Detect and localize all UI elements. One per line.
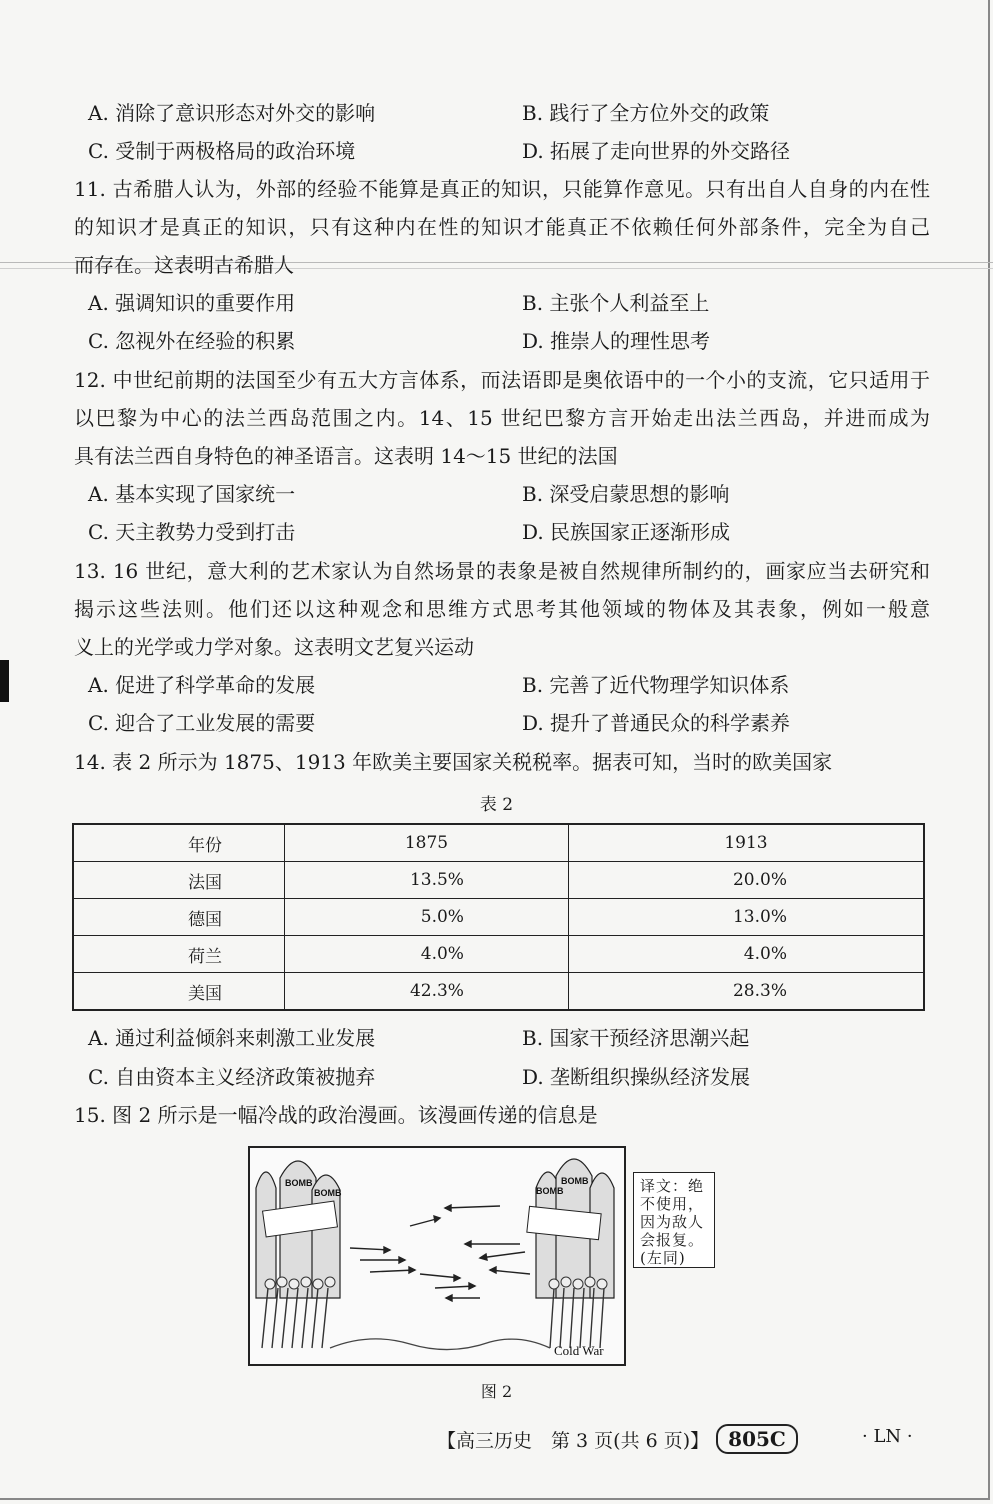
q14-option-c: C. 自由资本主义经济政策被抛弃: [88, 1065, 376, 1089]
q10-option-d: D. 拓展了走向世界的外交路径: [522, 139, 791, 163]
table-cell: 德国: [73, 899, 285, 936]
table-header-row: [73, 824, 924, 862]
table-cell: 20.0%: [568, 862, 924, 899]
bomb-label: BOMB: [561, 1176, 589, 1186]
table-header-cell: 年份: [73, 824, 285, 862]
q12-stem-line-1: 12. 中世纪前期的法国至少有五大方言体系，而法语即是奥依语中的一个小的支流，它只适用于: [74, 368, 930, 392]
q10-option-c: C. 受制于两极格局的政治环境: [88, 139, 356, 163]
cold-war-cartoon: [248, 1146, 626, 1366]
q14-option-a: A. 通过利益倾斜来刺激工业发展: [88, 1026, 376, 1050]
q14-option-b: B. 国家干预经济思潮兴起: [522, 1026, 750, 1050]
q11-stem-line-3: 而存在。这表明古希腊人: [74, 253, 294, 277]
q11-stem-line-1: 11. 古希腊人认为，外部的经验不能算是真正的知识，只能算作意见。只有出自人自身的内在性: [74, 177, 930, 201]
table-cell: 5.0%: [285, 899, 569, 936]
table-header-cell: 1875: [285, 824, 569, 862]
q12-option-b: B. 深受启蒙思想的影响: [522, 482, 730, 506]
q12-option-a: A. 基本实现了国家统一: [88, 482, 296, 506]
bomb-label: BOMB: [285, 1178, 313, 1188]
q12-option-c: C. 天主教势力受到打击: [88, 520, 296, 544]
q11-option-c: C. 忽视外在经验的积累: [88, 329, 296, 353]
page-footer: [0, 1426, 993, 1452]
table-cell: 4.0%: [568, 936, 924, 973]
table-row: [73, 862, 924, 899]
q14-stem-line-1: 14. 表 2 所示为 1875、1913 年欧美主要国家关税税率。据表可知，当时的欧美国家: [74, 750, 833, 774]
figure-caption: 图 2: [480, 1382, 513, 1401]
q12-option-d: D. 民族国家正逐渐形成: [522, 520, 731, 544]
q14-option-d: D. 垄断组织操纵经济发展: [522, 1065, 751, 1089]
translation-note: 译文：绝不使用，因为敌人会报复。(左同): [633, 1172, 715, 1268]
paper-code: 805C: [716, 1424, 798, 1454]
bomb-label: BOMB: [314, 1188, 342, 1198]
q11-option-b: B. 主张个人利益至上: [522, 291, 710, 315]
q13-option-b: B. 完善了近代物理学知识体系: [522, 673, 790, 697]
table-cell: 13.5%: [285, 862, 569, 899]
table-header-cell: 1913: [568, 824, 924, 862]
table-cell: 4.0%: [285, 936, 569, 973]
table-cell: 28.3%: [568, 973, 924, 1011]
q13-option-a: A. 促进了科学革命的发展: [88, 673, 316, 697]
table-cell: 13.0%: [568, 899, 924, 936]
q11-option-d: D. 推崇人的理性思考: [522, 329, 711, 353]
table-row: [73, 899, 924, 936]
q13-stem-line-1: 13. 16 世纪，意大利的艺术家认为自然场景的表象是被自然规律所制约的，画家应当去研究和: [74, 559, 930, 583]
table-cell: 美国: [73, 973, 285, 1011]
scan-edge-mark: [0, 660, 9, 702]
q11-stem-line-2: 的知识才是真正的知识，只有这种内在性的知识才能真正不依赖任何外部条件，完全为自己: [74, 215, 930, 239]
cartoon-title: Cold War: [554, 1343, 604, 1358]
q11-option-a: A. 强调知识的重要作用: [88, 291, 296, 315]
q13-stem-line-3: 义上的光学或力学对象。这表明文艺复兴运动: [74, 635, 474, 659]
q13-option-c: C. 迎合了工业发展的需要: [88, 711, 316, 735]
q12-stem-line-3: 具有法兰西自身特色的神圣语言。这表明 14～15 世纪的法国: [74, 444, 618, 468]
table-cell: 42.3%: [285, 973, 569, 1011]
cartoon-drawing: [250, 1148, 624, 1364]
page-info: 【高三历史 第 3 页(共 6 页)】: [437, 1430, 710, 1452]
q10-option-b: B. 践行了全方位外交的政策: [522, 101, 770, 125]
q15-stem-line-1: 15. 图 2 所示是一幅冷战的政治漫画。该漫画传递的信息是: [74, 1103, 598, 1127]
table-cell: 法国: [73, 862, 285, 899]
table-cell: 荷兰: [73, 936, 285, 973]
table-row: [73, 936, 924, 973]
bomb-label: BOMB: [536, 1186, 564, 1196]
table-caption: 表 2: [479, 795, 514, 815]
region-mark: · LN ·: [862, 1426, 913, 1447]
table-row: [73, 973, 924, 1011]
tariff-table: [72, 823, 925, 1011]
q13-option-d: D. 提升了普通民众的科学素养: [522, 711, 791, 735]
q12-stem-line-2: 以巴黎为中心的法兰西岛范围之内。14、15 世纪巴黎方言开始走出法兰西岛，并进而成为: [74, 406, 930, 430]
q13-stem-line-2: 揭示这些法则。他们还以这种观念和思维方式思考其他领域的物体及其表象，例如一般意: [74, 597, 930, 621]
q10-option-a: A. 消除了意识形态对外交的影响: [88, 101, 376, 125]
